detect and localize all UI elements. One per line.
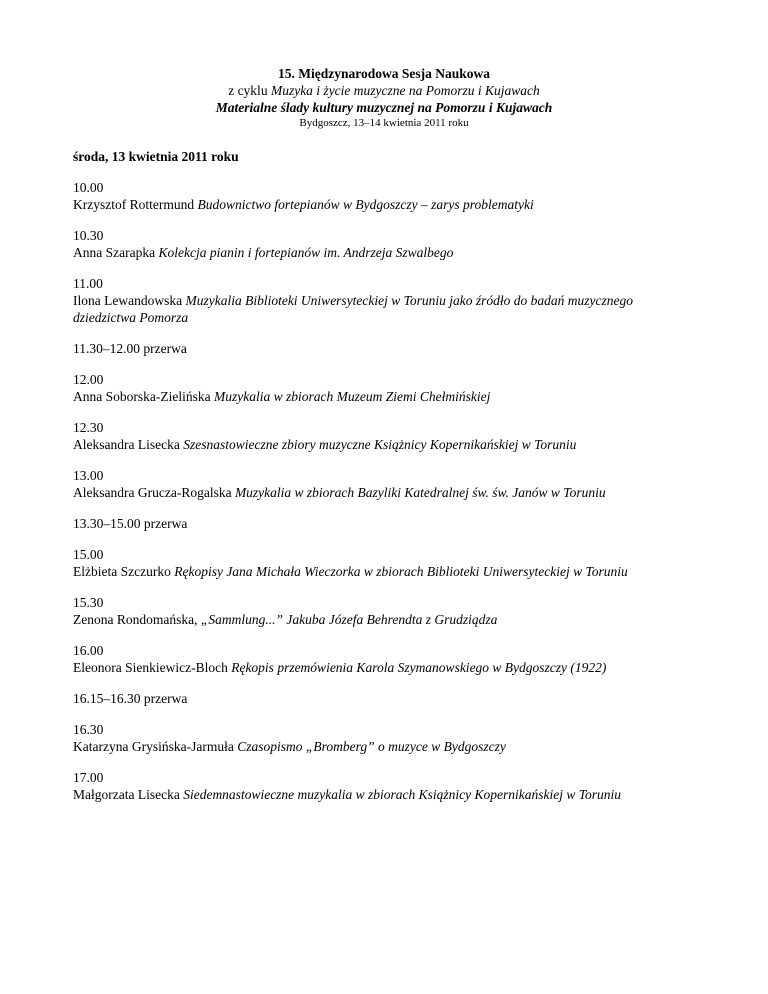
schedule-entry [73, 371, 693, 405]
entry-time: 10.30 [73, 228, 104, 243]
entry-speaker: Zenona Rondomańska, [73, 612, 201, 627]
schedule-entry [73, 467, 693, 501]
day-heading: środa, 13 kwietnia 2011 roku [73, 149, 239, 164]
entry-time: 10.00 [73, 180, 104, 195]
entry-speaker: Krzysztof Rottermund [73, 197, 198, 212]
document-header [0, 65, 768, 130]
schedule-entry [73, 721, 693, 755]
entry-title: „Sammlung...” Jakuba Józefa Behrendta z Grudziądza [200, 612, 498, 627]
entry-title: Budownictwo fortepianów w Bydgoszczy – zarys problematyki [197, 197, 534, 212]
entry-title: Siedemnastowieczne muzykalia w zbiorach Książnicy Kopernikańskiej w Toruniu [183, 787, 622, 802]
entry-title: Czasopismo „Bromberg” o muzyce w Bydgoszczy [237, 739, 506, 754]
schedule-entry [73, 769, 693, 803]
entry-time: 13.00 [73, 468, 104, 483]
program-content [73, 148, 693, 817]
schedule-entry [73, 642, 693, 676]
entry-speaker: Aleksandra Lisecka [73, 437, 184, 452]
session-theme: Materialne ślady kultury muzycznej na Pomorzu i Kujawach [215, 100, 553, 115]
cycle-line [0, 82, 768, 99]
entry-time: 12.30 [73, 420, 104, 435]
entry-speaker: Małgorzata Lisecka [73, 787, 184, 802]
entry-title: Muzykalia w zbiorach Muzeum Ziemi Chełmińskiej [213, 389, 491, 404]
entry-speaker: Katarzyna Grysińska-Jarmuła [73, 739, 238, 754]
entry-time: 15.00 [73, 547, 104, 562]
session-title: 15. Międzynarodowa Sesja Naukowa [277, 66, 490, 81]
entry-speaker: Anna Soborska-Zielińska [73, 389, 214, 404]
entry-speaker: Elżbieta Szczurko [73, 564, 175, 579]
entry-speaker: Eleonora Sienkiewicz-Bloch [73, 660, 232, 675]
place-date: Bydgoszcz, 13–14 kwietnia 2011 roku [299, 117, 469, 129]
schedule-entry [73, 419, 693, 453]
break-entry: 13.30–15.00 przerwa [73, 516, 188, 531]
entry-time: 16.30 [73, 722, 104, 737]
entry-speaker: Anna Szarapka [73, 245, 159, 260]
cycle-prefix: z cyklu [228, 83, 271, 98]
entry-title: Rękopis przemówienia Karola Szymanowskiego w Bydgoszczy (1922) [231, 660, 607, 675]
schedule-entry [73, 546, 693, 580]
entry-speaker: Ilona Lewandowska [73, 293, 186, 308]
entry-time: 15.30 [73, 595, 104, 610]
schedule-entry [73, 179, 693, 213]
entry-time: 12.00 [73, 372, 104, 387]
entry-speaker: Aleksandra Grucza-Rogalska [73, 485, 235, 500]
entry-title: Szesnastowieczne zbiory muzyczne Książnicy Kopernikańskiej w Toruniu [183, 437, 577, 452]
schedule-entry [73, 594, 693, 628]
schedule-entry [73, 227, 693, 261]
break-entry: 11.30–12.00 przerwa [73, 341, 187, 356]
cycle-name: Muzyka i życie muzyczne na Pomorzu i Kujawach [270, 83, 540, 98]
schedule-entry [73, 275, 693, 326]
break-entry: 16.15–16.30 przerwa [73, 691, 188, 706]
entry-title: Muzykalia w zbiorach Bazyliki Katedralnej św. św. Janów w Toruniu [234, 485, 606, 500]
entry-title: Kolekcja pianin i fortepianów im. Andrzeja Szwalbego [158, 245, 454, 260]
entry-title: Muzykalia Biblioteki Uniwersyteckiej w Toruniu jako źródło do badań muzycznego dziedzictwa Pomorza [73, 293, 634, 325]
entry-time: 17.00 [73, 770, 104, 785]
entry-time: 11.00 [73, 276, 103, 291]
entry-title: Rękopisy Jana Michała Wieczorka w zbiorach Biblioteki Uniwersyteckiej w Toruniu [174, 564, 628, 579]
entry-time: 16.00 [73, 643, 104, 658]
